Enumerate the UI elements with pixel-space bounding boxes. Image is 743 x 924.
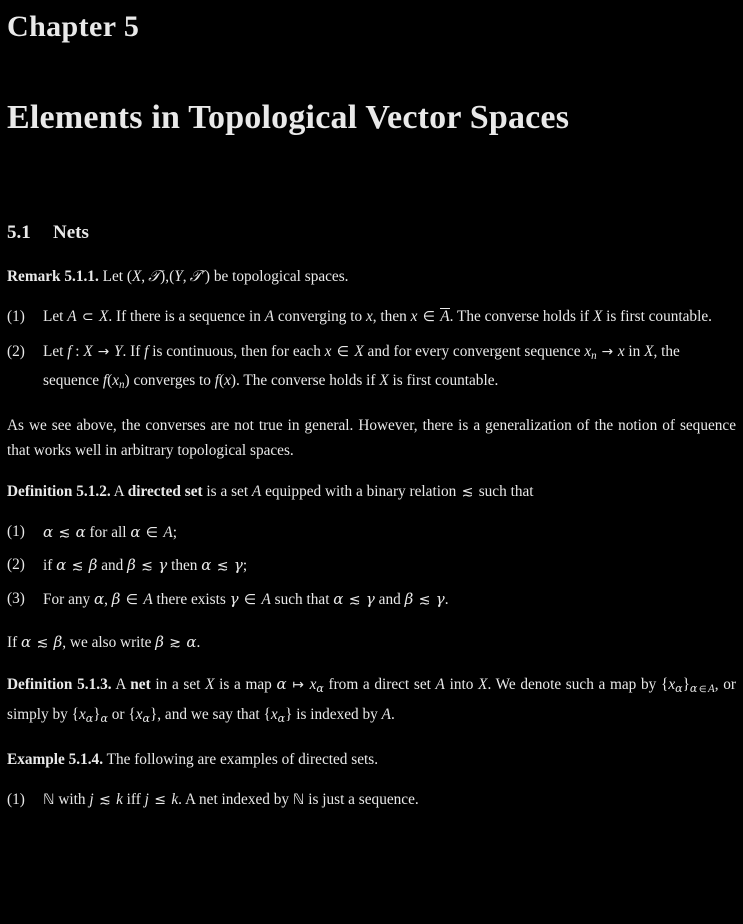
- section-heading: [7, 147, 736, 244]
- list-marker: (2): [7, 556, 25, 574]
- list-item-text: For any α, β ∈ A there exists γ ∈ A such that α ≲ γ and β ≲ γ.: [43, 590, 449, 609]
- list-marker: (1): [7, 307, 25, 325]
- section-number: 5.1: [7, 222, 31, 243]
- list-item: [7, 340, 736, 397]
- remark-511-statement: Remark 5.1.1. Let (X, 𝒯),(Y, 𝒯′) be topological spaces.: [7, 267, 349, 285]
- list-item: [7, 520, 736, 546]
- definition-512-lead: Definition 5.1.2.: [7, 483, 111, 501]
- list-marker: (1): [7, 790, 25, 808]
- page-content: [7, 0, 736, 812]
- example-514-lead: Example 5.1.4.: [7, 751, 104, 769]
- example-514-list: [7, 773, 736, 813]
- definition-513-statement: Definition 5.1.3. A net in a set X is a map α ↦ $x_\alpha$ from a direct set A into X. We denote such a map by $\{x_\alpha\}_{\alpha \in A}$, or simply by $\{x_\alpha\}_\alpha$ or $\{x_\alpha\}$, and we say that $\{x_\alpha\}$ is indexed by A.: [7, 675, 737, 725]
- list-item: [7, 553, 736, 579]
- example-514-text: The following are examples of directed sets.: [106, 751, 379, 769]
- example-514-statement: [7, 731, 736, 773]
- definition-513-lead: Definition 5.1.3.: [7, 676, 112, 694]
- list-item: [7, 305, 736, 330]
- section-title: Nets: [53, 222, 89, 243]
- chapter-label: Chapter 5: [7, 10, 140, 43]
- definition-512-closing: If α ≲ β, we also write β ≳ α.: [7, 632, 201, 651]
- list-marker: (3): [7, 590, 25, 608]
- list-item-text: if α ≲ β and β ≲ γ then α ≲ γ;: [43, 556, 248, 575]
- list-item-text: Let f : X → Y. If f is continuous, then for each x ∈ X and for every convergent sequence $x_n \to x$ in X, the sequence $f(x_n)$ converges to f(x). The converse holds if X is first countable.: [43, 343, 680, 391]
- list-marker: (1): [7, 522, 25, 540]
- definition-512-statement: Definition 5.1.2. A directed set is a set A equipped with a binary relation ≲ such that: [7, 483, 534, 501]
- list-item-text: ℕ with j ≲ k iff j ≤ k. A net indexed by ℕ is just a sequence.: [43, 790, 419, 808]
- definition-513-term: net: [130, 676, 151, 694]
- remark-511-list: [7, 290, 736, 398]
- list-item: [7, 587, 736, 613]
- list-item: [7, 788, 736, 813]
- list-marker: (2): [7, 343, 25, 361]
- paragraph-generalization: As we see above, the converses are not true in general. However, there is a generalization of the notion of sequence that works well in arbitrary topological spaces.: [7, 417, 736, 459]
- definition-512-term: directed set: [127, 483, 203, 501]
- list-item-text: Let A ⊂ X. If there is a sequence in A converging to x, then x ∈ A. The converse holds if X is first countable.: [43, 307, 712, 325]
- definition-512-list: [7, 505, 736, 613]
- list-item-text: α ≲ α for all α ∈ A;: [43, 522, 177, 541]
- chapter-title: Elements in Topological Vector Spaces: [7, 99, 570, 136]
- remark-511-lead: Remark 5.1.1.: [7, 268, 99, 285]
